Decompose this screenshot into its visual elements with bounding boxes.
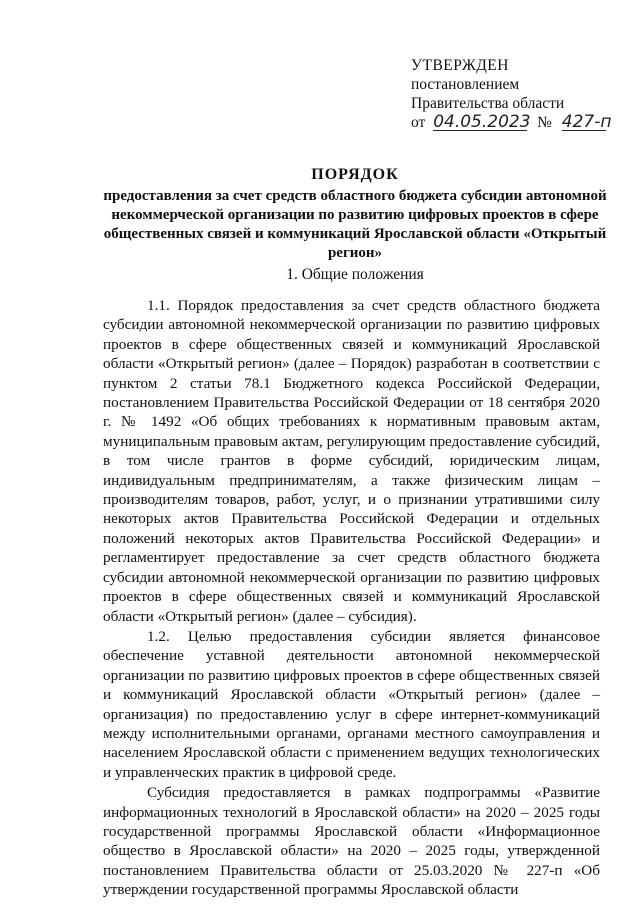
approval-block <box>411 56 612 132</box>
title-main: ПОРЯДОК <box>311 166 399 183</box>
handwritten-number: 427-п <box>561 112 612 132</box>
paragraph-1-1: 1.1. Порядок предоставления за счет средств областного бюджета субсидии автономной некоммерческой организации по развитию цифровых проектов в сфере общественных связей и коммуникаций Ярославской области «Открытый регион» (далее – Порядок) разработан в соответствии с пунктом 2 статьи 78.1 Бюджетного кодекса Российской Федерации, постановлением Правительства Российской Федерации от 18 сентября 2020 г. № 1492 «Об общих требованиях к нормативным правовым актам, муниципальным правовым актам, регулирующим предоставление субсидий, в том числе грантов в форме субсидий, юридическим лицам, индивидуальным предпринимателям, а также физическим лицам – производителям товаров, работ, услуг, и о признании утратившими силу некоторых актов Правительства Российской Федерации и отдельных положений некоторых актов Правительства Российской Федерации» и регламентирует предоставление за счет средств областного бюджета субсидии автономной некоммерческой организации по развитию цифровых проектов в сфере общественных связей и коммуникаций Ярославской области «Открытый регион» (далее – субсидия). <box>103 297 600 625</box>
from-label: от <box>411 114 426 131</box>
approval-line-1: постановлением <box>411 76 520 93</box>
approval-date-line <box>411 112 612 132</box>
document-body <box>103 296 600 900</box>
paragraph-1-2: 1.2. Целью предоставления субсидии является финансовое обеспечение уставной деятельности автономной некоммерческой организации по развитию цифровых проектов в сфере общественных связей и коммуникаций Ярославской области «Открытый регион» (далее – организация) по предоставлению услуг в сфере интернет-коммуникаций между исполнительными органами, органами местного самоуправления и населением Ярославской области с применением ведущих технологических и управленческих практик в цифровой среде. <box>103 627 600 781</box>
paragraph-subsidy: Субсидия предоставляется в рамках подпрограммы «Развитие информационных технологий в Ярославской области» на 2020 – 2025 годы государственной программы Ярославской области «Информационное общество в Ярославской области» на 2020 – 2025 годы, утвержденной постановлением Правительства области от 25.03.2020 № 227-п «Об утверждении государственной программы Ярославской области <box>103 784 600 899</box>
approval-heading: УТВЕРЖДЕН <box>411 57 509 74</box>
handwritten-date: 04.05.2023 <box>433 112 531 132</box>
section-heading: 1. Общие положения <box>286 266 424 283</box>
number-label: № <box>537 114 552 131</box>
document-title <box>95 165 615 263</box>
approval-line-2: Правительства области <box>411 95 565 112</box>
title-subtitle: предоставления за счет средств областного бюджета субсидии автономной некоммерческой организации по развитию цифровых проектов в сфере общественных связей и коммуникаций Ярославской области «Открытый регион» <box>103 188 607 261</box>
